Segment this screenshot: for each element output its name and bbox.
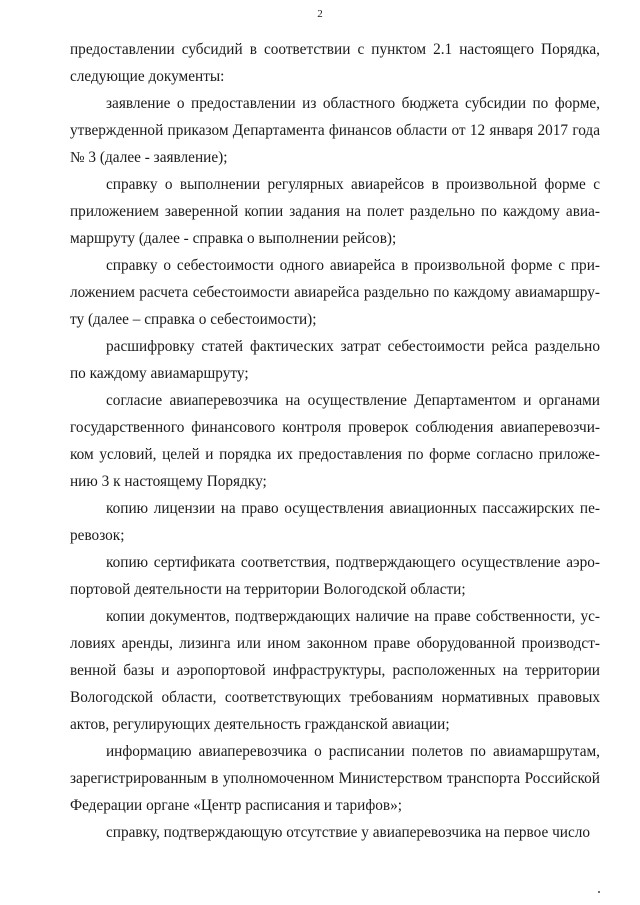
paragraph-intro: предоставлении субсидий в соответствии с пунктом 2.1 настоящего Порядка, следующие документы:: [70, 41, 600, 85]
paragraph-license: копию лицензии на право осуществления авиационных пассажирских перевозок;: [70, 500, 600, 544]
paragraph-cost-breakdown: расшифровку статей фактических затрат себестоимости рейса раздельно по каждому авиамаршруту;: [70, 338, 600, 382]
document-body: [70, 36, 600, 846]
paragraph-flights-certificate: справку о выполнении регулярных авиарейсов в произвольной форме с приложением заверенной копии задания на полет раздельно по каждому авиамаршруту (далее - справка о выполнении рейсов);: [70, 176, 600, 247]
paragraph-property-documents: копии документов, подтверждающих наличие на праве собственности, условиях аренды, лизинга или ином законном праве оборудованной производственной базы и аэропортовой инфраструктуры, расположенных на территории Вологодской области, соответствующих требованиям нормативных правовых актов, регулирующих деятельность гражданской авиации;: [70, 608, 600, 733]
paragraph-application: заявление о предоставлении из областного бюджета субсидии по форме, утвержденной приказом Департамента финансов области от 12 января 2017 года № 3 (далее - заявление);: [70, 95, 600, 166]
paragraph-schedule-info: информацию авиаперевозчика о расписании полетов по авиамаршрутам, зарегистрированным в уполномоченном Министерством транспорта Российской Федерации органе «Центр расписания и тарифов»;: [70, 743, 600, 814]
paragraph-debt-certificate: справку, подтверждающую отсутствие у авиаперевозчика на первое число: [106, 824, 591, 841]
paragraph-consent: согласие авиаперевозчика на осуществление Департаментом и органами государственного финансового контроля проверок соблюдения авиаперевозчиком условий, целей и порядка их предоставления по форме согласно приложению 3 к настоящему Порядку;: [70, 392, 600, 490]
scan-speck: [598, 891, 600, 893]
page-number: 2: [317, 8, 323, 20]
paragraph-cost-certificate: справку о себестоимости одного авиарейса в произвольной форме с приложением расчета себестоимости авиарейса раздельно по каждому авиамаршруту (далее – справка о себестоимости);: [70, 257, 600, 328]
paragraph-airport-certificate: копию сертификата соответствия, подтверждающего осуществление аэропортовой деятельности на территории Вологодской области;: [70, 554, 600, 598]
